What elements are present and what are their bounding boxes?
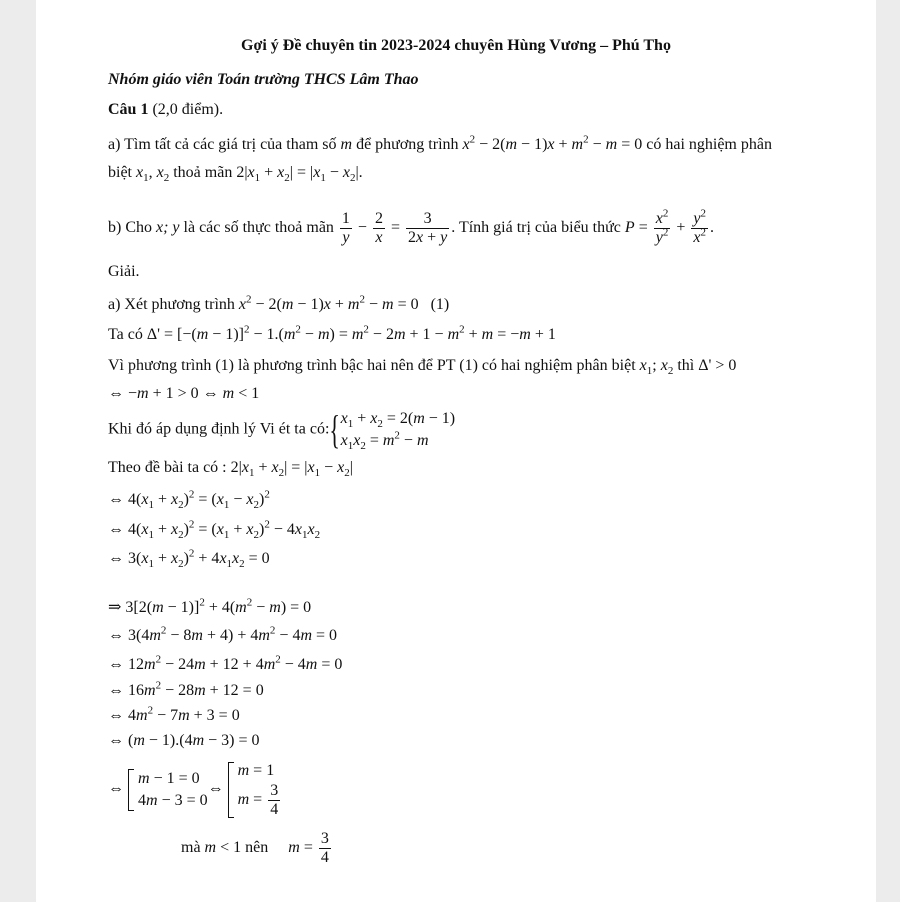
solution-text: Theo đề bài ta có : (108, 459, 231, 476)
solution-text: Vì phương trình (1) là phương trình bậc hai nên để PT (1) có hai nghiệm phân biệt (108, 357, 640, 374)
problem-a-line1: a) Tìm tất cả các giá trị của tham số m để phương trình $x^2 - 2(m - 1)x + m^2 - m = 0$ có hai nghiệm phân (108, 133, 772, 153)
solution-line-13: ⇔ $16m^2 - 28m + 12 = 0$ (108, 679, 264, 699)
question-points: (2,0 điểm). (148, 101, 224, 118)
solution-line-9: ⇔ $3(x_1 + x_2)^2 + 4x_1x_2 = 0$ (108, 547, 270, 571)
solution-text: mà (181, 839, 205, 857)
document-page (36, 0, 876, 902)
solution-line-10: ⇒ $3[2(m - 1)]^2 + 4(m^2 - m) = 0$ (108, 596, 312, 616)
solution-line-5: Khi đó áp dụng định lý Vi ét ta có:{ $x_1 + x_2 = 2(m - 1)$ $x_1x_2 = m^2 - m$ (108, 407, 456, 453)
problem-b-text: . Tính giá trị của biểu thức (451, 219, 625, 237)
solution-line-4: ⇔ −m + 1 > 0 ⇔ m < 1 (108, 385, 260, 402)
solution-line-8: ⇔ $4(x_1 + x_2)^2 = (x_1 + x_2)^2 - 4x_1x_2$ (108, 518, 321, 542)
problem-a-text: thoả mãn (169, 164, 237, 181)
solution-label: Giải. (108, 263, 140, 280)
problem-b-text: là các số thực thoả mãn (179, 219, 338, 237)
question-heading (108, 100, 223, 120)
solution-line-1: a) Xét phương trình $x^2 - 2(m - 1)x + m^2 - m = 0$ (1) (108, 293, 450, 313)
solution-text: a) Xét phương trình (108, 296, 239, 313)
solution-line-6: Theo đề bài ta có : $2|x_1 + x_2| = |x_1 - x_2|$ (108, 459, 353, 480)
solution-final: mà m < 1 nên m = $\frac{3}{4}$ (181, 830, 329, 866)
solution-text: Khi đó áp dụng định lý Vi ét ta có: (108, 420, 330, 438)
solution-line-2: Ta có $\Delta' = [-(m - 1)]^2 - 1.(m^2 - m) = m^2 - 2m + 1 - m^2 + m = -m + 1$ (108, 323, 556, 343)
solution-line-11: ⇔ $3(4m^2 - 8m + 4) + 4m^2 - 4m = 0$ (108, 624, 338, 644)
solution-text: Ta có (108, 326, 147, 343)
question-label: Câu 1 (108, 101, 149, 118)
solution-line-14: ⇔ $4m^2 - 7m + 3 = 0$ (108, 704, 240, 724)
problem-a-text: biệt (108, 164, 136, 181)
document-title: Gợi ý Đề chuyên tin 2023-2024 chuyên Hùng Vương – Phú Thọ (241, 37, 671, 54)
teacher-group: Nhóm giáo viên Toán trường THCS Lâm Thao (108, 71, 419, 88)
solution-text: nên (241, 839, 269, 857)
solution-line-12: ⇔ $12m^2 - 24m + 12 + 4m^2 - 4m = 0$ (108, 653, 343, 673)
problem-a-text: a) Tìm tất cả các giá trị của tham số (108, 136, 341, 153)
problem-a-text: để phương trình (352, 136, 463, 153)
solution-line-7: ⇔ $4(x_1 + x_2)^2 = (x_1 - x_2)^2$ (108, 488, 270, 512)
solution-line-15: ⇔ (m − 1).(4m − 3) = 0 (108, 732, 260, 749)
problem-b: b) Cho x; y là các số thực thoả mãn $\frac{1}{y}$ − $\frac{2}{x}$ = $\frac{3}{2x + y}$ . Tính giá trị của biểu thức P = $\frac{x^2}{y^2}$ + $\frac{y^2}{x^2}$ . (108, 207, 714, 246)
problem-b-text: b) Cho (108, 219, 156, 237)
problem-a-line2: biệt $x_1$, $x_2$ thoả mãn $2|x_1 + x_2| = |x_1 - x_2|$. (108, 164, 363, 185)
solution-line-16: ⇔ m − 1 = 0 4m − 3 = 0 ⇔ m = 1 m = $\frac{3}{4}$ (108, 762, 279, 818)
solution-line-3: Vì phương trình (1) là phương trình bậc hai nên để PT (1) có hai nghiệm phân biệt $x_1$; $x_2$ thì Δ' > 0 (108, 357, 737, 378)
problem-a-text: có hai nghiệm phân (642, 136, 772, 153)
solution-text: thì (673, 357, 699, 374)
